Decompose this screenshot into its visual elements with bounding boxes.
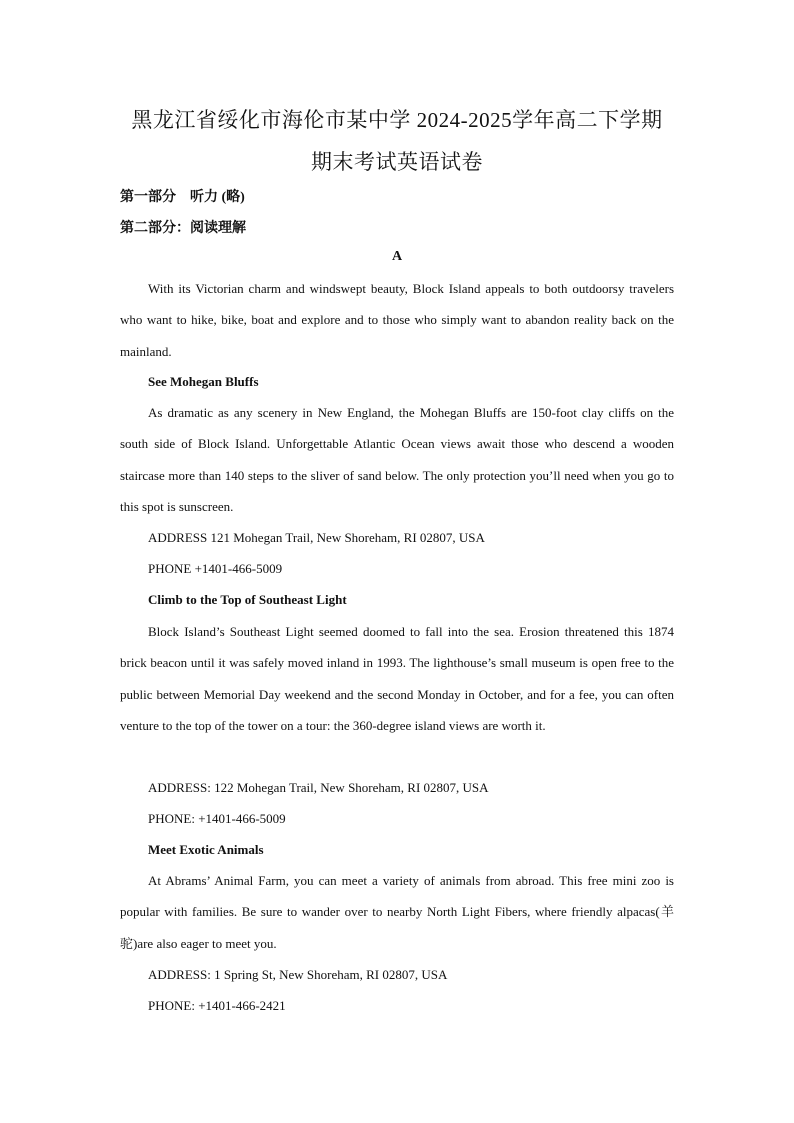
item-body-southeast-light: Block Island’s Southeast Light seemed doomed to fall into the sea. Erosion threatened this 1874 brick beacon until it was safely moved inland in 1993. The lighthouse’s small museum is open free to the public between Memorial Day weekend and the second Monday in October, and for a fee, you can often venture to the top of the tower on a tour: the 360-degree island views are worth it.	[120, 624, 674, 733]
item-heading-southeast-light: Climb to the Top of Southeast Light	[148, 592, 347, 607]
item-phone-mohegan-bluffs: PHONE +1401-466-5009	[148, 561, 283, 576]
intro-paragraph: With its Victorian charm and windswept beauty, Block Island appeals to both outdoorsy travelers who want to hike, bike, boat and explore and to those who simply want to abandon reality back on the mainland.	[120, 281, 674, 359]
part-one-heading: 第一部分 听力 (略)	[120, 190, 245, 205]
passage-letter: A	[391, 249, 403, 264]
item-heading-mohegan-bluffs: See Mohegan Bluffs	[148, 374, 259, 389]
item-address-exotic-animals: ADDRESS: 1 Spring St, New Shoreham, RI 02807, USA	[148, 967, 448, 982]
item-phone-exotic-animals: PHONE: +1401-466-2421	[148, 998, 286, 1013]
exam-title-line-1: 黑龙江省绥化市海伦市某中学 2024-2025学年高二下学期	[131, 108, 663, 132]
item-body-exotic-animals: At Abrams’ Animal Farm, you can meet a variety of animals from abroad. This free mini zoo is popular with families. Be sure to wander over to nearby North Light Fibers, where friendly alpacas(羊驼)are also eager to meet you.	[120, 873, 674, 951]
item-phone-southeast-light: PHONE: +1401-466-5009	[148, 811, 286, 826]
part-two-heading: 第二部分：阅读理解	[120, 221, 246, 236]
item-heading-exotic-animals: Meet Exotic Animals	[148, 842, 264, 857]
item-address-mohegan-bluffs: ADDRESS 121 Mohegan Trail, New Shoreham, RI 02807, USA	[148, 530, 485, 545]
item-body-mohegan-bluffs: As dramatic as any scenery in New England, the Mohegan Bluffs are 150-foot clay cliffs on the south side of Block Island. Unforgettable Atlantic Ocean views await those who descend a wooden staircase more than 140 steps to the sliver of sand below. The only protection you’ll need when you go to this spot is sunscreen.	[120, 405, 674, 514]
item-address-southeast-light: ADDRESS: 122 Mohegan Trail, New Shoreham, RI 02807, USA	[148, 780, 489, 795]
exam-title-line-2: 期末考试英语试卷	[311, 150, 483, 174]
